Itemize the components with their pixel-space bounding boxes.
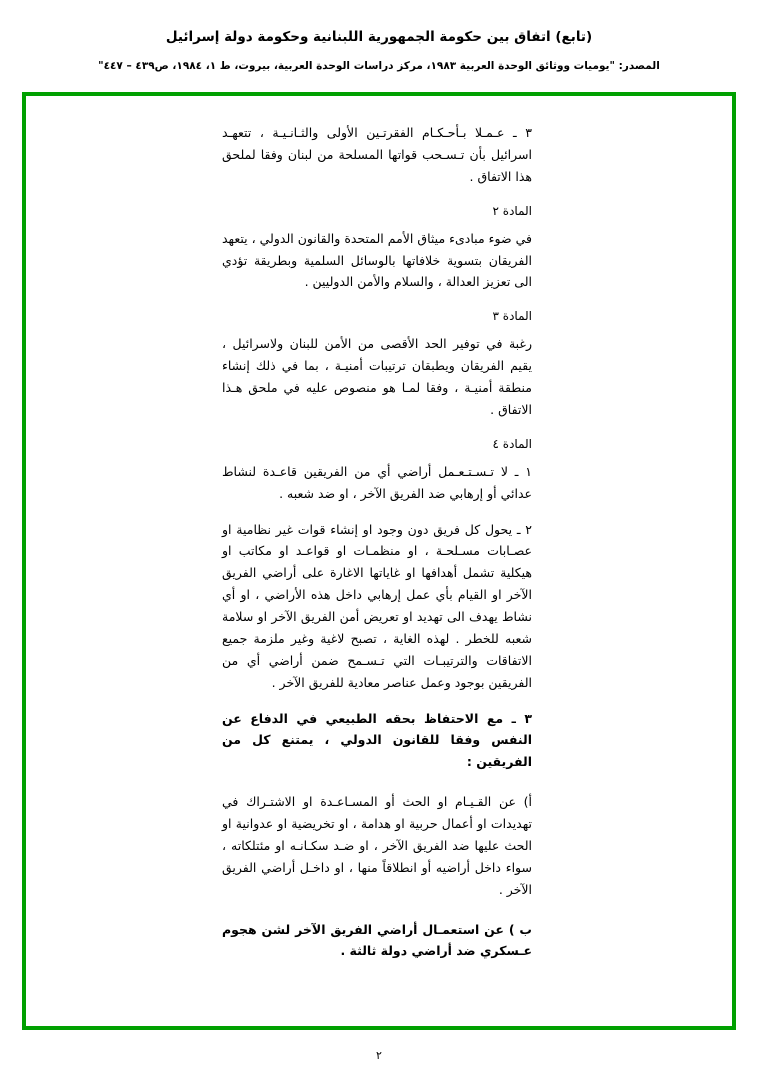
article-heading: المادة ٤ xyxy=(492,436,532,451)
body-paragraph: ١ ـ لا تـسـتـعـمل أراضي أي من الفريقين قاعـدة لنشاط عدائي أو إرهابي ضد الفريق الآخر ، او ضد شعبه . xyxy=(222,463,532,501)
document-source: المصدر: "يوميات ووثائق الوحدة العربية ١٩٨٣، مركز دراسات الوحدة العربية، بيروت، ط ١، ١٩٨٤، ص٤٣٩ – ٤٤٧" xyxy=(98,59,660,72)
document-header xyxy=(0,0,758,74)
page-title: (تابع) اتفاق بين حكومة الجمهورية اللبنانية وحكومة دولة إسرائيل xyxy=(165,29,593,45)
body-paragraph: أ) عن القـيـام او الحث أو المسـاعـدة او الاشتـراك في تهديدات او أعمال حربية او هدامة ، او تخريضية او عدوانية او الحث عليها ضد الفريق الآخر ، او ضـد سكـانـه او مئتلكاته ، سواء داخل أراضيه أو انطلاقاً منها ، او داخـل أراضي الفريق الآخر . xyxy=(222,794,532,897)
body-paragraph: في ضوء مبادىء ميثاق الأمم المتحدة والقانون الدولي ، يتعهد الفريقان بتسوية خلافاتها بالوسائل السلمية وبطريقة تؤدي الى تعزيز العدالة ، والسلام والأمن الدوليين . xyxy=(222,230,532,290)
body-paragraph: ٣ ـ مع الاحتفاظ بحقه الطبيعي في الدفاع عن النفس وفقا للقانون الدولي ، يمتنع كل من الفريقين : xyxy=(222,710,532,770)
body-paragraph: ب ) عن استعمـال أراضي الفريق الآخر لشن هجوم عـسكري ضد أراضي دولة ثالثة . xyxy=(222,921,532,959)
body-paragraph: ٣ ـ عـمـلا بـأحـكـام الفقرتـين الأولى والثـانـيـة ، تتعهـد اسرائيل بأن تـسـحب قواتها المسلحة من لبنان وفقا لملحق هذا الاتفاق . xyxy=(222,125,532,184)
document-body xyxy=(222,122,532,976)
body-paragraph: ٢ ـ يحول كل فريق دون وجود او إنشاء قوات غير نظامية او عصـابات مسـلحـة ، او منظمـات او قواعـد او مكاتب او هيكلية تشمل أهدافها او غاياتها الاغارة على أراضي الفريق الآخر او القيام بأي عمل إرهابي داخل هذه الأراضي ، او أي نشاط يهدف الى تهديد او تعريض أمن الفريق الآخر او سلامة شعبه للخطر . لهذه الغاية ، تصبح لاغية وغير ملزمة جميع الاتفاقات والترتيبـات التي تـسـمح ضمن أراضي أي من الفريقين بوجود وعمل عناصر معادية للفريق الآخر . xyxy=(222,521,532,690)
body-paragraph: رغبة في توفير الحد الأقصى من الأمن للبنان ولاسرائيل ، يقيم الفريقان ويطبقان ترتيبات أمنيـة ، بما في ذلك إنشاء منطقة أمنيـة ، وفقا لمـا هو منصوص عليه في ملحق هـذا الاتفاق . xyxy=(222,336,532,417)
article-heading: المادة ٢ xyxy=(492,203,532,218)
page-number: ٢ xyxy=(376,1049,382,1062)
document-frame xyxy=(22,92,736,1030)
article-heading: المادة ٣ xyxy=(492,309,532,324)
